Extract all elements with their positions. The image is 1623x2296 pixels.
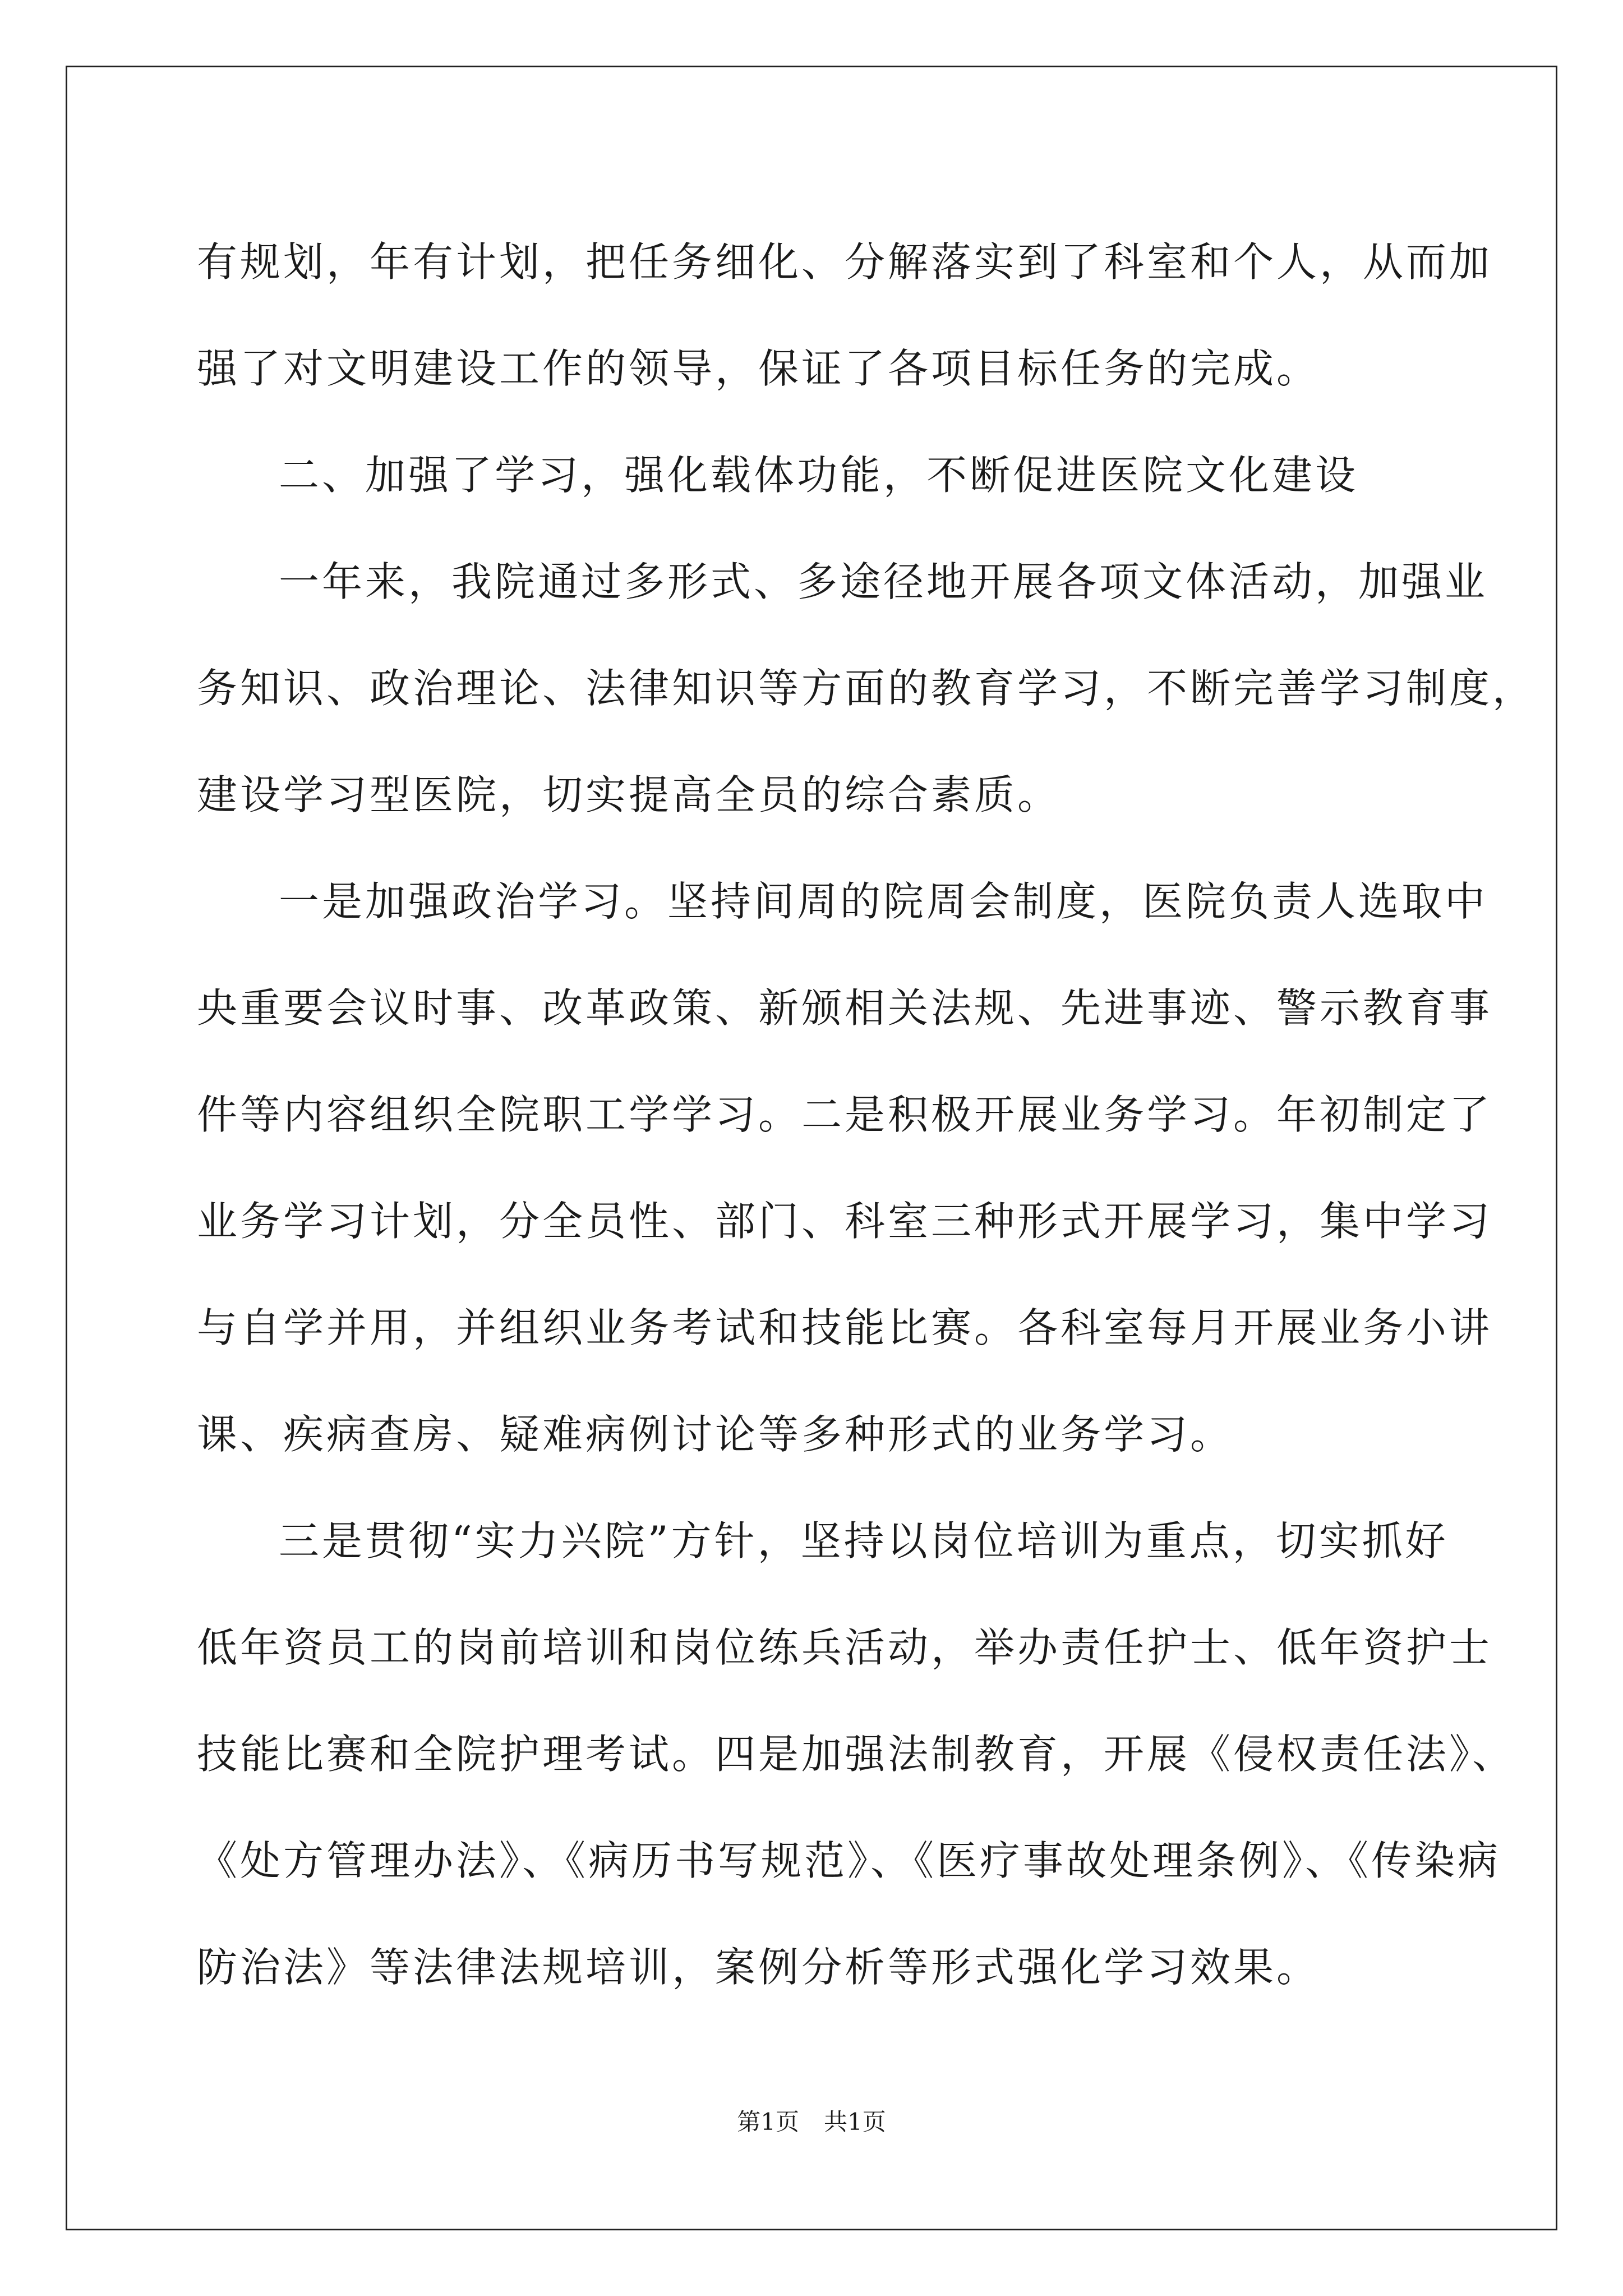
page-number-total: 共1页	[824, 2108, 886, 2136]
body-line: 务知识、政治理论、法律知识等方面的教育学习，不断完善学习制度，	[197, 665, 1536, 712]
body-line: 件等内容组织全院职工学学习。二是积极开展业务学习。年初制定了	[197, 1091, 1493, 1138]
body-line: 课、疾病查房、疑难病例讨论等多种形式的业务学习。	[197, 1411, 1234, 1458]
body-line: 建设学习型医院，切实提高全员的综合素质。	[197, 771, 1061, 818]
body-line: 低年资员工的岗前培训和岗位练兵活动，举办责任护士、低年资护士	[197, 1624, 1493, 1671]
body-line: 有规划，年有计划，把任务细化、分解落实到了科室和个人，从而加	[197, 238, 1493, 286]
section-heading: 二、加强了学习，强化载体功能，不断促进医院文化建设	[279, 452, 1359, 499]
body-line: 技能比赛和全院护理考试。四是加强法制教育，开展《侵权责任法》、	[197, 1731, 1516, 1778]
body-line: 强了对文明建设工作的领导，保证了各项目标任务的完成。	[197, 345, 1320, 392]
body-line: 与自学并用，并组织业务考试和技能比赛。各科室每月开展业务小讲	[197, 1304, 1493, 1351]
page-number-current: 第1页	[737, 2108, 799, 2136]
page-footer	[0, 2104, 1623, 2137]
body-line: 三是贯彻“实力兴院”方针，坚持以岗位培训为重点，切实抓好	[279, 1517, 1449, 1565]
body-line: 防治法》等法律法规培训，案例分析等形式强化学习效果。	[197, 1944, 1320, 1991]
body-line: 业务学习计划，分全员性、部门、科室三种形式开展学习，集中学习	[197, 1198, 1493, 1245]
body-line: 《处方管理办法》、《病历书写规范》、《医疗事故处理条例》、《传染病	[197, 1837, 1501, 1884]
body-line: 一是加强政治学习。坚持间周的院周会制度，医院负责人选取中	[279, 878, 1488, 925]
document-body	[197, 209, 1536, 2021]
body-line: 一年来，我院通过多形式、多途径地开展各项文体活动，加强业	[279, 558, 1488, 605]
body-line: 央重要会议时事、改革政策、新颁相关法规、先进事迹、警示教育事	[197, 984, 1493, 1032]
